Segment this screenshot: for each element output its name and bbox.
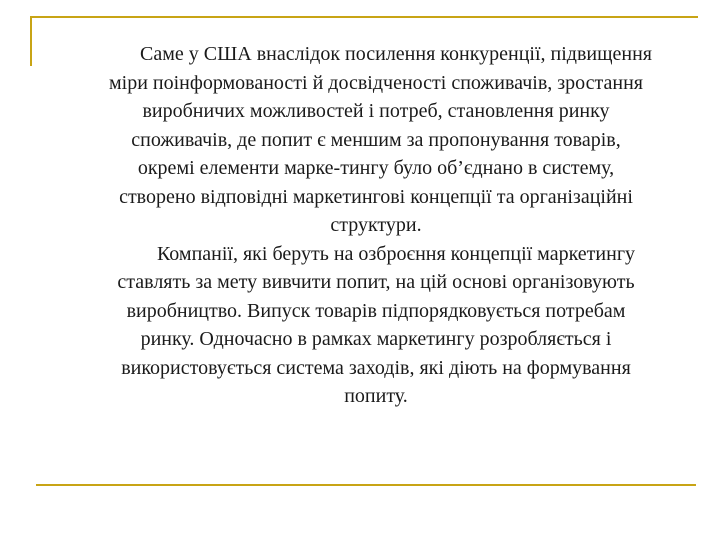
body-line: окремі елементи марке-тингу було об’єднано в систему, [137, 157, 615, 179]
left-accent-rule [30, 16, 32, 66]
body-line: споживачів, де попит є меншим за пропонування товарів, [131, 128, 621, 151]
body-line: міри поінформованості й досвідченості споживачів, зростання [108, 71, 644, 94]
body-line: ринку. Одночасно в рамках маркетингу розробляється і [140, 328, 612, 350]
body-line: ставлять за мету вивчити попит, на цій основі організовують [117, 271, 635, 293]
body-line: попиту. [344, 385, 408, 407]
bottom-accent-rule [36, 484, 696, 486]
body-line: Саме у США внаслідок посилення конкуренції, підвищення [140, 43, 652, 65]
top-accent-rule [30, 16, 698, 18]
body-line: виробництво. Випуск товарів підпорядковується потребам [126, 299, 626, 322]
body-line: виробничих можливостей і потреб, становлення ринку [142, 100, 610, 122]
body-line: структури. [330, 214, 422, 236]
body-line: використовується система заходів, які діють на формування [121, 356, 631, 379]
body-line: створено відповідні маркетингові концепції та організаційні [119, 185, 633, 208]
body-line: Компанії, які беруть на озброєння концепції маркетингу [156, 242, 636, 265]
slide-body-text [58, 40, 694, 411]
